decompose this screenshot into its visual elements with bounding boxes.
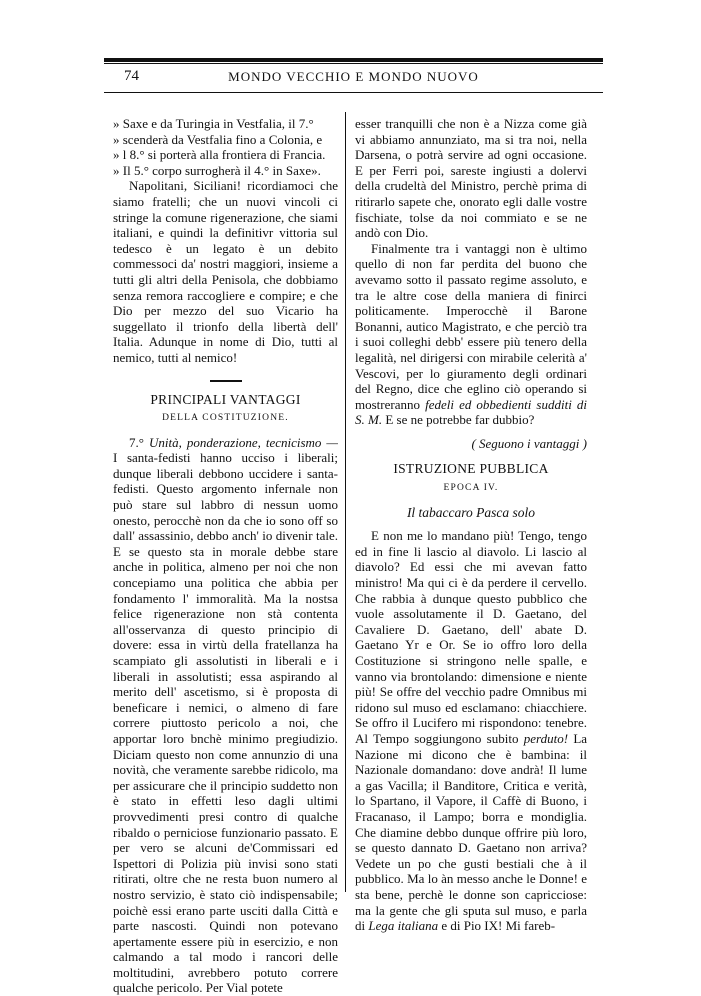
italic-phrase-2: Lega italiana [368, 918, 439, 934]
top-double-rule [104, 58, 603, 64]
item-title: Unità, ponderazione, tecnicismo — [148, 434, 338, 450]
quote-line: » scenderà da Vestfalia fino a Colonia, e [113, 131, 323, 147]
paragraph-text: Finalmente tra i vantaggi non è ultimo quello di non far perdita del buono che avevamo sotto il passato regime assoluto, e tra le altre cose della maniera di finirci politicamente. Imperocchè il Barone Bonanni, autico Magistrato, e che perciò tra i suoi colleghi debb' essere più tenero della legalità, nel dirigersi con mirabile celerità a' Vescovi, per lo giuramento degli ordinari del Regno, dice che eglino ciò operando si mostreranno [355, 240, 587, 412]
paragraph-item-7 [113, 435, 338, 996]
page-header [104, 68, 603, 86]
item-number: 7.° [129, 434, 144, 450]
paragraph-end: E se ne potrebbe far dubbio? [385, 412, 535, 428]
section-subtitle: DELLA COSTITUZIONE. [162, 413, 289, 424]
header-rule [104, 92, 603, 93]
right-column [355, 116, 587, 934]
item-body: I santa-fedisti hanno ucciso i liberali; dunque liberali debbono uccidere i santa-fedisti. Questo argomento infernale non può stare sul labbro di nessun uomo onesto, perocchè non da che io sono off so dall' assassinio, debbo anch' io divenir tale. E se questo sta in morale debbe stare anche in politica, almeno per noi che non concepiamo una politica che abbia per fondamento l' immoralità. Ma la nostsa felice rigenerazione non stà contenta all'osservanza di questo principio di dovere: essa in virtù della fratellanza ha scampiato gli assolutisti in liberali e i liberali in assolutisti; essa aspirando al merito dell' ascetismo, si è proposta di beneficare i nemici, o almeno di fare correre piuttosto pericolo a noi, che apportar loro bnchè minimo pregiudizio. Diciam questo non come annunzio di una novità, che veramente sarebbe ridicolo, ma per assicurare che il principio suddetto non è stato in effetti leso dagli ultimi provvedimenti presi contro di qualche ribaldo o perniciose funzionario passato. E per vero se alcuni de'Commissari ed Ispettori di Polizia più invisi sono stati ritirati, oltre che ne resta buon numero al nostro servizio, è stato ciò indispensabile; poichè essi erano parte usciti dalla Città e parte nascosti. Quindi non potevano apertamente essere più in esercizio, e non calmando a tal modo i rancori delle moltitudini, avrebbero potuto correre qualche pericolo. Per Vial potete [113, 450, 338, 996]
paragraph-continuation: esser tranquilli che non è a Nizza come già vi abbiamo annunziato, ma si tra noi, nella Darsena, o potrà servire ad ogni occasione. E per Ferri poi, sareste ingiusti a dolervi della crudeltà del Ministro, perchè prima di ritirarlo sapete che, onorato egli dalle vostre fischiate, tolse da noi commiato e se ne andò con Dio. [355, 116, 587, 241]
italic-word: perduto! [523, 730, 569, 746]
italic-phrase: fedeli ed obbedienti sudditi di S. M. [355, 396, 588, 428]
section-separator [210, 380, 242, 382]
section-title: PRINCIPALI VANTAGGI [150, 391, 301, 407]
article-title: Il tabaccaro Pasca solo [406, 504, 536, 520]
continued-note: ( Seguono i vantaggi ) [471, 435, 587, 451]
left-column [113, 116, 338, 996]
section-title-istruzione: ISTRUZIONE PUBBLICA [393, 461, 549, 477]
paragraph-tabaccaro [355, 528, 587, 933]
quote-line: » Saxe e da Turingia in Vestfalia, il 7.° [113, 116, 314, 131]
paragraph-text-2: La Nazione mi dicono che è bambina: il Nazionale domandano: dove andrà! Il lume a gas Vacilla; il Banditore, Critica e verità, lo Spartano, il Vapore, il Caffè di Buono, i Fracanaso, il Lampo; borra e mondiglia. Che diamine debbo dunque offrire più loro, se questo dannato D. Gaetano non arriva? Vedete un po che gusti bestiali che à il pubblico. Ma lo àn messo anche le Donne! e sta bene, perchè le donne son capricciose: ma la gente che gli sputa sul muso, e parla di [355, 730, 588, 934]
paragraph-text: E non me lo mandano più! Tengo, tengo ed in fine li lascio al diavolo. Li lascio al diavolo? Ed essi che mi avevan fatto ministro! Ma qui ci è da perdere il cervello. Che rabbia à dunque questo pubblico che vuole assolutamente il D. Gaetano, del Cavaliere D. Gaetano, dell' abate D. Gaetano Yr e Or. Se io offro loro della Costituzione si stringono nelle spalle, e vanno via brontolando: dimensione e niente più! Se offre del vecchio padre Omnibus mi ridono sul muso ed esclamano: chiacchiere. Se offro il Lucifero mi rispondono: tenebre. Al Tempo soggiungono subito [355, 528, 587, 746]
paragraph-tail: e di Pio IX! Mi fareb- [441, 918, 556, 934]
epoch-label: EPOCA IV. [443, 483, 499, 494]
quote-line: » l 8.° si porterà alla frontiera di Francia. [113, 147, 326, 163]
paragraph-finalmente [355, 241, 587, 428]
quote-line: » Il 5.° corpo surrogherà il 4.° in Saxe». [113, 162, 321, 178]
page-number: 74 [124, 68, 139, 84]
column-divider [345, 112, 346, 892]
running-head: MONDO VECCHIO E MONDO NUOVO [228, 69, 479, 84]
paragraph-napolitani: Napolitani, Siciliani! ricordiamoci che siamo fratelli; che un nuovi vincoli ci stringe la comune rigenerazione, che siami italiani, e quindi la definitivr vittoria sul tedesco è un legato è un debito commessoci da' nostri maggiori, insieme a tutti gli altri della Penisola, che dobbiamo senza remora raccogliere e compire; e che Dio per mezzo del suo Vicario ha suggellato il trionfo della libertà dell' Italia. Adunque in nome di Dio, tutti al nemico, tutti al nemico! [113, 178, 338, 365]
